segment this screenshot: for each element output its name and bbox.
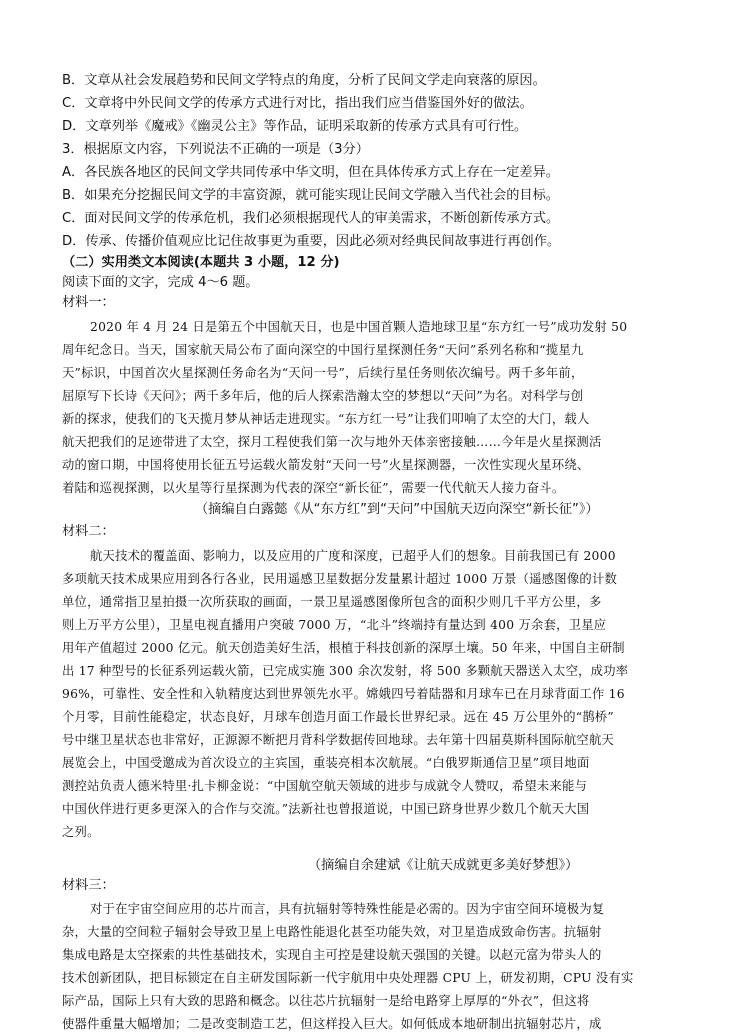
material2-line: 测控站负责人德米特里·扎卡柳金说：“中国航空航天领域的进步与成就令人赞叹，希望未来能与	[62, 779, 588, 793]
material1-line: 天”标识，中国首次火星探测任务命名为“天问一号”，后续行星任务则依次编号。两千多年前，	[62, 366, 584, 380]
material3-label: 材料三：	[62, 878, 115, 893]
material3-line: 杂，大量的空间粒子辐射会导致卫星上电路性能退化甚至功能失效，对卫星造成致命伤害。抗辐射	[62, 925, 602, 939]
material3-line: 对于在宇宙空间应用的芯片而言，具有抗辐射等特殊性能是必需的。因为宇宙空间环境极为复	[90, 902, 605, 916]
material2-line: 96%，可靠性、安全性和入轨精度达到世界领先水平。嫦娥四号着陆器和月球车已在月球背面工作 16	[62, 687, 625, 701]
material3-line: 集成电路是太空探索的共性基础技术，实现自主可控是建设航天强国的关键。以赵元富为带头人的	[62, 948, 602, 962]
material2-line: 则上万平方公里），卫星电视直播用户突破 7000 万，“北斗”终端持有量达到 400 万余套，卫星应	[62, 618, 607, 632]
section-title: （二）实用类文本阅读(本题共 3 小题，12 分)	[62, 255, 340, 270]
q2-option-d: D．文章列举《魔戒》《幽灵公主》等作品，证明采取新的传承方式具有可行性。	[62, 119, 528, 134]
material2-source: （摘编自余建斌《让航天成就更多美好梦想》）	[308, 858, 579, 873]
q2-option-c: C．文章将中外民间文学的传承方式进行对比，指出我们应当借鉴国外好的做法。	[62, 96, 533, 111]
material2-line: 号中继卫星状态也非常好，正源源不断把月背科学数据传回地球。去年第十四届莫斯科国际航空航天	[62, 733, 615, 747]
material3-line: 技术创新团队，把目标锁定在自主研发国际新一代宇航用中央处理器 CPU 上，研发初期，CPU 没有实	[62, 971, 634, 985]
material2-line: 展览会上，中国受邀成为首次设立的主宾国，重装亮相本次航展。“白俄罗斯通信卫星”项目地面	[62, 756, 590, 770]
q3-option-c: C．面对民间文学的传承危机，我们必须根据现代人的审美需求，不断创新传承方式。	[62, 211, 560, 226]
material1-label: 材料一：	[62, 295, 115, 310]
material2-line: 个月零，目前性能稳定，状态良好，月球车创造月面工作最长世界纪录。远在 45 万公里外的“鹊桥”	[62, 710, 614, 724]
material2-line: 航天技术的覆盖面、影响力，以及应用的广度和深度，已超乎人们的想象。目前我国已有 2000	[90, 549, 616, 563]
material1-line: 着陆和巡视探测，以火星等行星探测为代表的深空“新长征”，需要一代代航天人接力奋斗。	[62, 481, 565, 495]
material1-line: 屈原写下长诗《天问》；两千多年后，他的后人探索浩瀚太空的梦想以“天问”为名。对科学与创	[62, 389, 584, 403]
q2-option-b: B．文章从社会发展趋势和民间文学特点的角度，分析了民间文学走向衰落的原因。	[62, 73, 546, 88]
material1-line: 2020 年 4 月 24 日是第五个中国航天日，也是中国首颗人造地球卫星“东方红一号”成功发射 50	[90, 320, 628, 334]
material1-line: 新的探求，使我们的飞天揽月梦从神话走进现实。“东方红一号”让我们叩响了太空的大门，载人	[62, 412, 590, 426]
material2-line: 单位，通常指卫星拍摄一次所获取的画面，一景卫星遥感图像所包含的面积少则几千平方公里，多	[62, 595, 602, 609]
section-instruction: 阅读下面的文字，完成 4～6 题。	[62, 275, 259, 290]
q3-option-b: B．如果充分挖掘民间文学的丰富资源，就可能实现让民间文学融入当代社会的目标。	[62, 188, 559, 203]
material2-line: 用年产值超过 2000 亿元。航天创造美好生活，根植于科技创新的深厚土壤。50 年来，中国自主研制	[62, 641, 625, 655]
material2-label: 材料二：	[62, 524, 115, 539]
q3-option-d: D．传承、传播价值观应比记住故事更为重要，因此必须对经典民间故事进行再创作。	[62, 234, 561, 249]
material2-line: 中国伙伴进行更多更深入的合作与交流。”法新社也曾报道说，中国已跻身世界少数几个航天大国	[62, 802, 590, 816]
material1-line: 动的窗口期，中国将使用长征五号运载火箭发射“天问一号”火星探测器，一次性实现火星环绕、	[62, 458, 590, 472]
material1-line: 航天把我们的足迹带进了太空，探月工程使我们第一次与地外天体亲密接触……今年是火星探测活	[62, 435, 602, 449]
material2-line: 之列。	[62, 825, 100, 839]
q3-stem: 3．根据原文内容，下列说法不正确的一项是（3分）	[62, 142, 369, 157]
material3-line: 际产品，国际上只有大致的思路和概念。以往芯片抗辐射一是给电路穿上厚厚的“外衣”，但这将	[62, 994, 590, 1008]
material2-line: 多项航天技术成果应用到各行各业，民用遥感卫星数据分发量累计超过 1000 万景（遥感图像的计数	[62, 572, 618, 586]
material1-line: 周年纪念日。当天，国家航天局公布了面向深空的中国行星探测任务“天问”系列名称和“揽星九	[62, 343, 584, 357]
material1-source: （摘编自白露懿《从“东方红”到“天问”中国航天迈向深空“新长征”》）	[195, 502, 599, 517]
q3-option-a: A．各民族各地区的民间文学共同传承中华文明，但在具体传承方式上存在一定差异。	[62, 165, 559, 180]
material2-line: 出 17 种型号的长征系列运载火箭，已完成实施 300 余次发射，将 500 多颗航天器送入太空，成功率	[62, 664, 629, 678]
material3-line: 使器件重量大幅增加；二是改变制造工艺，但这样投入巨大。如何低成本地研制出抗辐射芯片，成	[62, 1017, 602, 1031]
